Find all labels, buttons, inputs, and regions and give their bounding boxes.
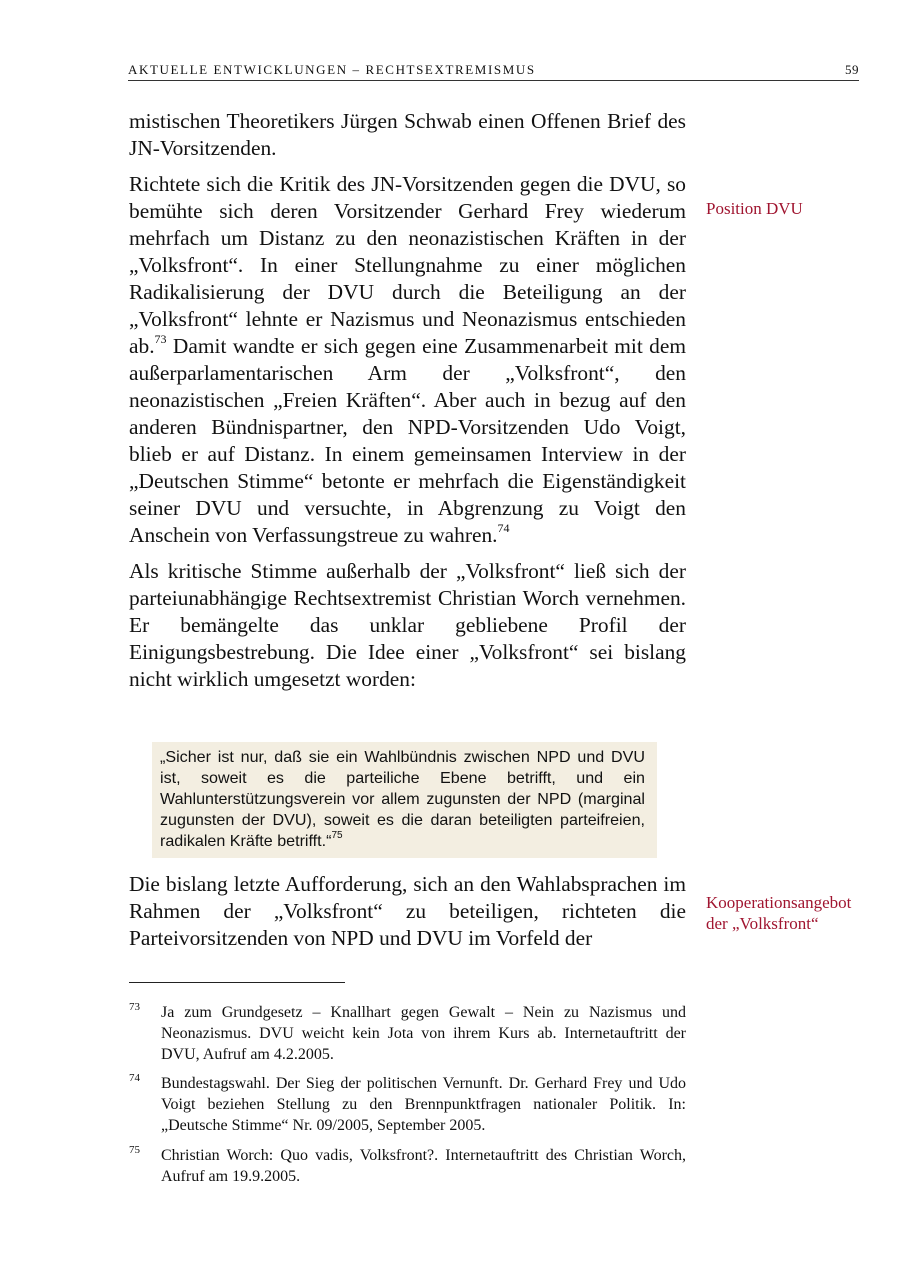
margin-note-kooperationsangebot [706,892,851,934]
running-header [128,61,859,81]
margin-note-2-line-2: der „Volksfront“ [706,914,819,933]
footnote-text: Christian Worch: Quo vadis, Volksfront?. Internetauftritt des Christian Worch, Aufruf am 19.9.2005. [161,1147,686,1185]
footnote-text: Ja zum Grundgesetz – Knallhart gegen Gewalt – Nein zu Nazismus und Neonazismus. DVU weicht kein Jota von ihrem Kurs ab. Internetauftritt der DVU, Aufruf am 4.2.2005. [161,1004,686,1063]
footnote-ref-73[interactable]: 73 [154,331,167,346]
running-title: AKTUELLE ENTWICKLUNGEN – RECHTSEXTREMISMUS [128,62,536,77]
paragraph-2-part-b: Damit wandte er sich gegen eine Zusammenarbeit mit dem außerparlamentarischen Arm der „Volksfront“, den neonazistischen „Freien Kräften“. Aber auch in bezug auf den anderen Bündnispartner, den NPD-Vorsitzenden Udo Voigt, blieb er auf Distanz. In einem gemeinsamen Interview in der „Deutschen Stimme“ betonte er mehrfach die Eigenständigkeit seiner DVU und versuchte, in Abgrenzung zu Voigt den Anschein von Verfassungstreue zu wahren. [129,334,686,547]
footnote-number: 73 [129,1001,140,1013]
margin-note-2-line-1: Kooperationsangebot [706,893,852,912]
footnote-number: 74 [129,1072,140,1084]
paragraph-1: mistischen Theoretikers Jürgen Schwab einen Offenen Brief des JN-Vorsitzenden. [129,109,686,160]
paragraph-2-part-a: Richtete sich die Kritik des JN-Vorsitzenden gegen die DVU, so bemühte sich deren Vorsitzender Gerhard Frey wiederum mehrfach um Distanz zu den neonazistischen Kräften in der „Volksfront“. In einer Stellungnahme zu einer möglichen Radikalisierung der DVU durch die Beteiligung an der „Volksfront“ lehnte er Nazismus und Neonazismus entschieden ab. [129,172,686,358]
footnote-text: Bundestagswahl. Der Sieg der politischen Vernunft. Dr. Gerhard Frey und Udo Voigt beziehen Stellung zu den Brennpunktfragen nationaler Politik. In: „Deutsche Stimme“ Nr. 09/2005, September 2005. [161,1075,686,1134]
page-number: 59 [845,62,859,77]
margin-note-position-dvu [706,198,803,219]
footnote-73 [129,1002,686,1065]
main-text [129,108,686,702]
footnote-number: 75 [129,1144,140,1156]
footnote-ref-75[interactable]: 75 [331,829,343,841]
footnote-74 [129,1073,686,1136]
margin-note-1: Position DVU [706,199,803,218]
paragraph-3: Als kritische Stimme außerhalb der „Volksfront“ ließ sich der parteiunabhängige Rechtsextremist Christian Worch vernehmen. Er bemängelte das unklar gebliebene Profil der Einigungsbestrebung. Die Idee einer „Volksfront“ sei bislang nicht wirklich umgesetzt worden: [129,559,686,691]
block-quote [152,742,657,858]
paragraph-4: Die bislang letzte Aufforderung, sich an den Wahlabsprachen im Rahmen der „Volksfront“ zu beteiligen, richteten die Parteivorsitzenden von NPD und DVU im Vorfeld der [129,872,686,950]
footnote-75 [129,1145,686,1187]
quote-text: „Sicher ist nur, daß sie ein Wahlbündnis zwischen NPD und DVU ist, soweit es die parteiliche Ebene betrifft, und ein Wahlunterstützungsverein vor allem zugunsten der NPD (marginal zugunsten der DVU), soweit es die daran beteiligten parteifreien, radikalen Kräfte betrifft.“ [160,748,645,850]
lower-text [129,871,686,952]
footnote-ref-74[interactable]: 74 [497,520,510,535]
paragraph-2 [129,171,686,549]
footnote-separator [129,982,345,983]
